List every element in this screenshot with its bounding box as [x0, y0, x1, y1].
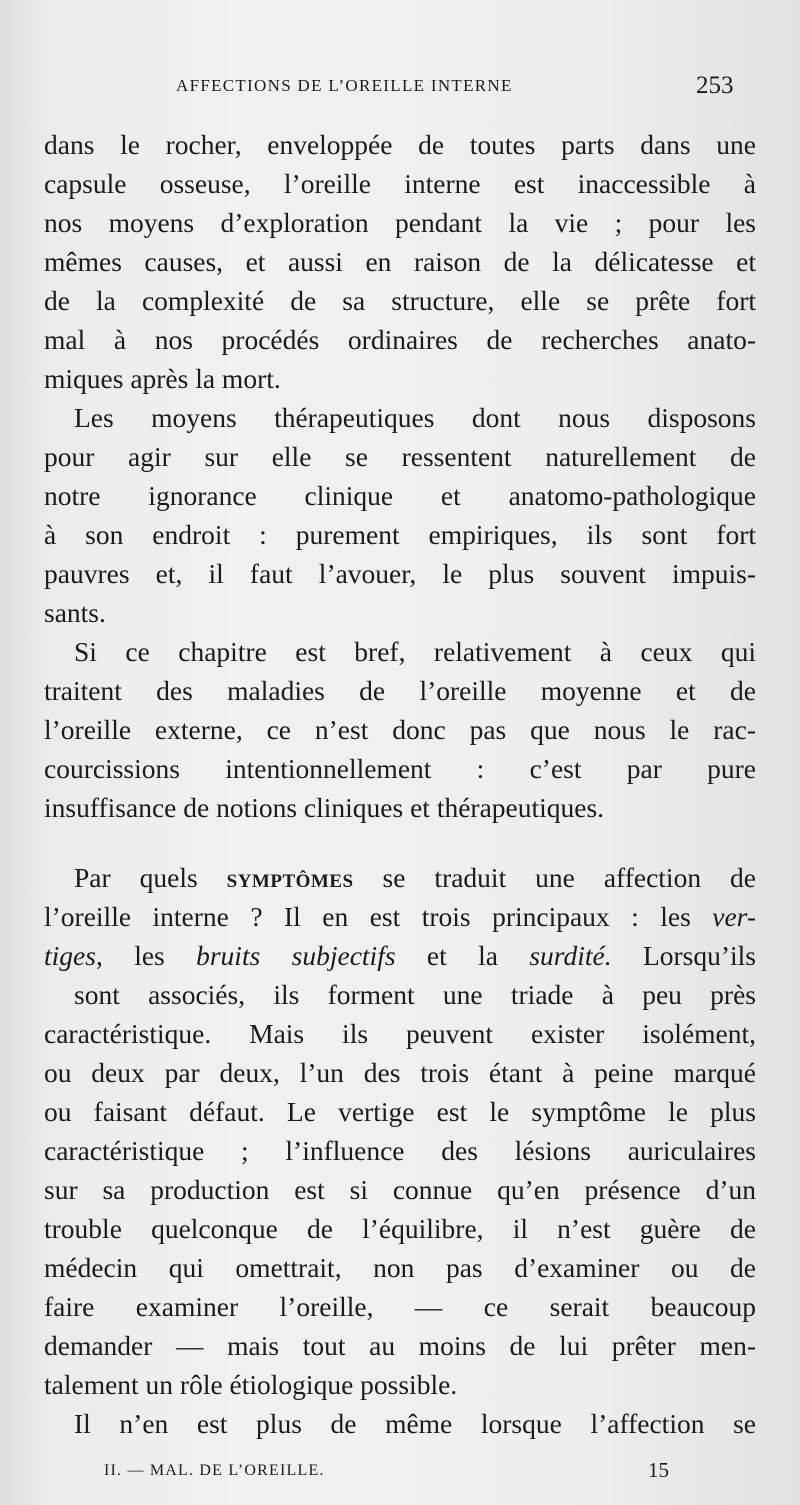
running-head — [0, 72, 800, 104]
body-text — [44, 125, 756, 1443]
italic-term: surdité. — [529, 940, 612, 971]
text-line: miques après la mort. — [44, 363, 281, 394]
italic-term: bruits subjectifs — [196, 940, 396, 971]
signature-number: 15 — [648, 1458, 669, 1482]
text-line: courcissions intentionnellement : c’est par pure — [44, 753, 756, 784]
text-line: à son endroit : purement empiriques, ils sont fort — [44, 519, 756, 550]
paragraph-4 — [44, 858, 756, 1404]
text-line: sont associés, ils forment une triade à peu près — [74, 979, 756, 1010]
paragraph-1 — [44, 125, 756, 398]
text-line: de la complexité de sa structure, elle se prête fort — [44, 285, 756, 316]
bold-term: symptômes — [226, 862, 354, 893]
text-line: trouble quelconque de l’équilibre, il n’est guère de — [44, 1213, 756, 1244]
text-line: sants. — [44, 597, 106, 628]
text-line: nos moyens d’exploration pendant la vie ; pour les — [44, 207, 756, 238]
text-line: ou faisant défaut. Le vertige est le symptôme le plus — [44, 1096, 756, 1127]
text-line: mêmes causes, et aussi en raison de la délicatesse et — [44, 246, 756, 277]
text-line: Si ce chapitre est bref, relativement à ceux qui — [74, 636, 756, 667]
text-line: capsule osseuse, l’oreille interne est inaccessible à — [44, 168, 756, 199]
text-run: Lorsqu’ils — [611, 940, 756, 971]
text-line: caractéristique. Mais ils peuvent exister isolément, — [44, 1018, 756, 1049]
text-line: insuffisance de notions cliniques et thérapeutiques. — [44, 792, 605, 823]
text-line — [44, 936, 756, 975]
italic-term: ver- — [712, 901, 756, 932]
text-run: , les — [95, 940, 197, 971]
text-line: médecin qui omettrait, non pas d’examiner ou de — [44, 1252, 756, 1283]
text-line: Il n’en est plus de même lorsque l’affection se — [74, 1408, 756, 1439]
text-line: demander — mais tout au moins de lui prêter men- — [44, 1330, 756, 1361]
signature-mark: II. — MAL. DE L’OREILLE. — [104, 1462, 325, 1479]
paragraph-2 — [44, 398, 756, 632]
text-line: sur sa production est si connue qu’en présence d’un — [44, 1174, 756, 1205]
text-line: l’oreille externe, ce n’est donc pas que nous le rac- — [44, 714, 756, 745]
text-line: ou deux par deux, l’un des trois étant à peine marqué — [44, 1057, 756, 1088]
page-number: 253 — [696, 72, 734, 99]
text-line: pour agir sur elle se ressentent naturellement de — [44, 441, 756, 472]
text-line: Les moyens thérapeutiques dont nous disposons — [74, 402, 756, 433]
text-line: caractéristique ; l’influence des lésions auriculaires — [44, 1135, 756, 1166]
text-run: et la — [395, 940, 530, 971]
running-title: AFFECTIONS DE L’OREILLE INTERNE — [176, 76, 513, 95]
text-line: faire examiner l’oreille, — ce serait beaucoup — [44, 1291, 756, 1322]
text-run: Par quels — [74, 862, 227, 893]
text-run: l’oreille interne ? Il en est trois principaux : les — [44, 901, 713, 932]
page-footer — [0, 1460, 800, 1490]
text-line — [44, 897, 756, 936]
text-line: notre ignorance clinique et anatomo-pathologique — [44, 480, 756, 511]
paragraph-3 — [44, 632, 756, 827]
text-line: talement un rôle étiologique possible. — [44, 1369, 458, 1400]
text-line: mal à nos procédés ordinaires de recherches anato- — [44, 324, 756, 355]
text-run: se traduit une affection de — [353, 862, 756, 893]
text-line: dans le rocher, enveloppée de toutes parts dans une — [44, 129, 756, 160]
text-line: pauvres et, il faut l’avouer, le plus souvent impuis- — [44, 558, 756, 589]
section-gap — [44, 827, 756, 858]
paragraph-5 — [44, 1404, 756, 1443]
text-line — [44, 858, 756, 897]
text-line: traitent des maladies de l’oreille moyenne et de — [44, 675, 756, 706]
italic-term: tiges — [44, 940, 96, 971]
